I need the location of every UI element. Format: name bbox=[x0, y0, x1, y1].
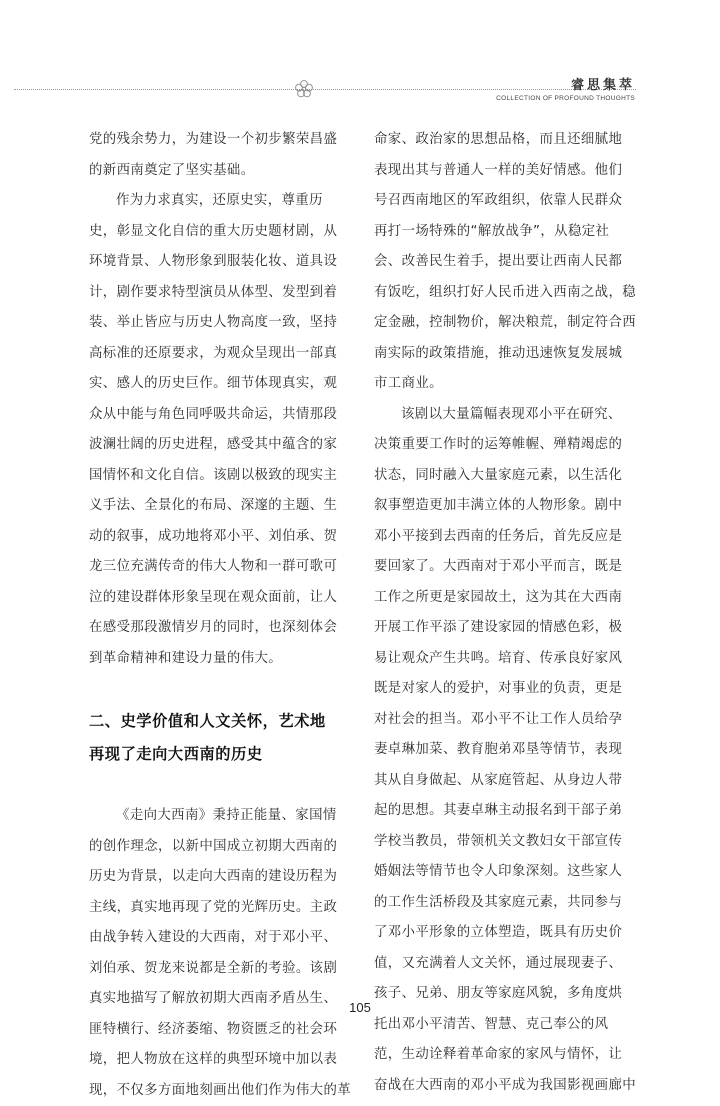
header-rule bbox=[14, 89, 636, 90]
text-line: 历史为背景，以走向大西南的建设历程为 bbox=[89, 862, 351, 893]
left-column bbox=[89, 125, 351, 1106]
text-line: 值，又充满着人文关怀，通过展现妻子、 bbox=[374, 949, 636, 980]
text-line: 作为力求真实，还原史实，尊重历 bbox=[89, 186, 351, 217]
text-line: 在感受那段激情岁月的同时，也深刻体会 bbox=[89, 613, 351, 644]
spacer bbox=[89, 674, 351, 705]
spacer bbox=[89, 771, 351, 802]
text-line: 定金融，控制物价，解决粮荒，制定符合西 bbox=[374, 308, 636, 339]
text-line: 高标准的还原要求，为观众呈现出一部真 bbox=[89, 339, 351, 370]
text-line: 《走向大西南》秉持正能量、家国情 bbox=[89, 801, 351, 832]
text-line: 市工商业。 bbox=[374, 369, 636, 400]
text-line: 要回家了。大西南对于邓小平而言，既是 bbox=[374, 552, 636, 583]
page-number: 105 bbox=[0, 1000, 720, 1015]
text-line: 史，彰显文化自信的重大历史题材剧，从 bbox=[89, 217, 351, 248]
text-line: 装、举止皆应与历史人物高度一致，坚持 bbox=[89, 308, 351, 339]
header-title: 睿思集萃 bbox=[545, 74, 635, 93]
text-line: 学校当教员，带领机关文教妇女干部宣传 bbox=[374, 827, 636, 858]
text-line: 主线，真实地再现了党的光辉历史。主政 bbox=[89, 893, 351, 924]
text-line: 有饭吃，组织打好人民币进入西南之战，稳 bbox=[374, 278, 636, 309]
right-column bbox=[374, 125, 636, 1101]
text-line: 匪特横行、经济萎缩、物资匮乏的社会环 bbox=[89, 1015, 351, 1046]
text-line: 会、改善民生着手，提出要让西南人民都 bbox=[374, 247, 636, 278]
text-line: 命家、政治家的思想品格，而且还细腻地 bbox=[374, 125, 636, 156]
text-line: 刘伯承、贺龙来说都是全新的考验。该剧 bbox=[89, 954, 351, 985]
text-line: 号召西南地区的军政组织，依靠人民群众 bbox=[374, 186, 636, 217]
left-paragraphs-after-heading bbox=[89, 801, 351, 1106]
text-line: 龙三位充满传奇的伟大人物和一群可歌可 bbox=[89, 552, 351, 583]
text-line: 由战争转入建设的大西南，对于邓小平、 bbox=[89, 923, 351, 954]
section-heading-line: 二、史学价值和人文关怀，艺术地 bbox=[89, 705, 351, 738]
text-line: 叙事塑造更加丰满立体的人物形象。剧中 bbox=[374, 491, 636, 522]
text-line: 到革命精神和建设力量的伟大。 bbox=[89, 644, 351, 675]
text-line: 其从自身做起、从家庭管起、从身边人带 bbox=[374, 766, 636, 797]
text-line: 范，生动诠释着革命家的家风与情怀，让 bbox=[374, 1040, 636, 1071]
text-line: 环境背景、人物形象到服装化妆、道具设 bbox=[89, 247, 351, 278]
section-heading bbox=[89, 705, 351, 771]
text-line: 计，剧作要求特型演员从体型、发型到着 bbox=[89, 278, 351, 309]
text-line: 状态，同时融入大量家庭元素，以生活化 bbox=[374, 461, 636, 492]
text-line: 奋战在大西南的邓小平成为我国影视画廊中 bbox=[374, 1071, 636, 1102]
text-line: 党的残余势力，为建设一个初步繁荣昌盛 bbox=[89, 125, 351, 156]
text-line: 真实地描写了解放初期大西南矛盾丛生、 bbox=[89, 984, 351, 1015]
text-line: 婚姻法等情节也令人印象深刻。这些家人 bbox=[374, 857, 636, 888]
text-line: 南实际的政策措施，推动迅速恢复发展城 bbox=[374, 339, 636, 370]
text-line: 国情怀和文化自信。该剧以极致的现实主 bbox=[89, 461, 351, 492]
section-heading-line: 再现了走向大西南的历史 bbox=[89, 738, 351, 771]
text-line: 托出邓小平清苦、智慧、克己奉公的风 bbox=[374, 1010, 636, 1041]
text-line: 工作之所更是家园故土，这为其在大西南 bbox=[374, 583, 636, 614]
text-line: 境，把人物放在这样的典型环境中加以表 bbox=[89, 1045, 351, 1076]
text-line: 的创作理念，以新中国成立初期大西南的 bbox=[89, 832, 351, 863]
text-line: 了邓小平形象的立体塑造，既具有历史价 bbox=[374, 918, 636, 949]
text-line: 众从中能与角色同呼吸共命运，共情那段 bbox=[89, 400, 351, 431]
text-line: 表现出其与普通人一样的美好情感。他们 bbox=[374, 156, 636, 187]
left-paragraphs bbox=[89, 125, 351, 674]
text-line: 泣的建设群体形象呈现在观众面前，让人 bbox=[89, 583, 351, 614]
text-line: 现，不仅多方面地刻画出他们作为伟大的革 bbox=[89, 1076, 351, 1106]
text-line: 对社会的担当。邓小平不让工作人员给孕 bbox=[374, 705, 636, 736]
text-line: 既是对家人的爱护，对事业的负责，更是 bbox=[374, 674, 636, 705]
text-line: 再打一场特殊的“解放战争”，从稳定社 bbox=[374, 217, 636, 248]
flower-ornament-icon bbox=[293, 78, 315, 100]
text-line: 该剧以大量篇幅表现邓小平在研究、 bbox=[374, 400, 636, 431]
text-line: 义手法、全景化的布局、深邃的主题、生 bbox=[89, 491, 351, 522]
text-line: 的工作生活桥段及其家庭元素，共同参与 bbox=[374, 888, 636, 919]
text-line: 的新西南奠定了坚实基础。 bbox=[89, 156, 351, 187]
text-line: 起的思想。其妻卓琳主动报名到干部子弟 bbox=[374, 796, 636, 827]
header-subtitle: COLLECTION OF PROFOUND THOUGHTS bbox=[495, 95, 635, 102]
text-line: 实、感人的历史巨作。细节体现真实，观 bbox=[89, 369, 351, 400]
text-line: 邓小平接到去西南的任务后，首先反应是 bbox=[374, 522, 636, 553]
text-line: 动的叙事，成功地将邓小平、刘伯承、贺 bbox=[89, 522, 351, 553]
text-line: 开展工作平添了建设家园的情感色彩，极 bbox=[374, 613, 636, 644]
text-line: 易让观众产生共鸣。培育、传承良好家风 bbox=[374, 644, 636, 675]
text-line: 决策重要工作时的运筹帷幄、殚精竭虑的 bbox=[374, 430, 636, 461]
right-paragraphs bbox=[374, 125, 636, 1101]
text-line: 孩子、兄弟、朋友等家庭风貌，多角度烘 bbox=[374, 979, 636, 1010]
text-line: 妻卓琳加菜、教育胞弟邓垦等情节，表现 bbox=[374, 735, 636, 766]
text-line: 波澜壮阔的历史进程，感受其中蕴含的家 bbox=[89, 430, 351, 461]
